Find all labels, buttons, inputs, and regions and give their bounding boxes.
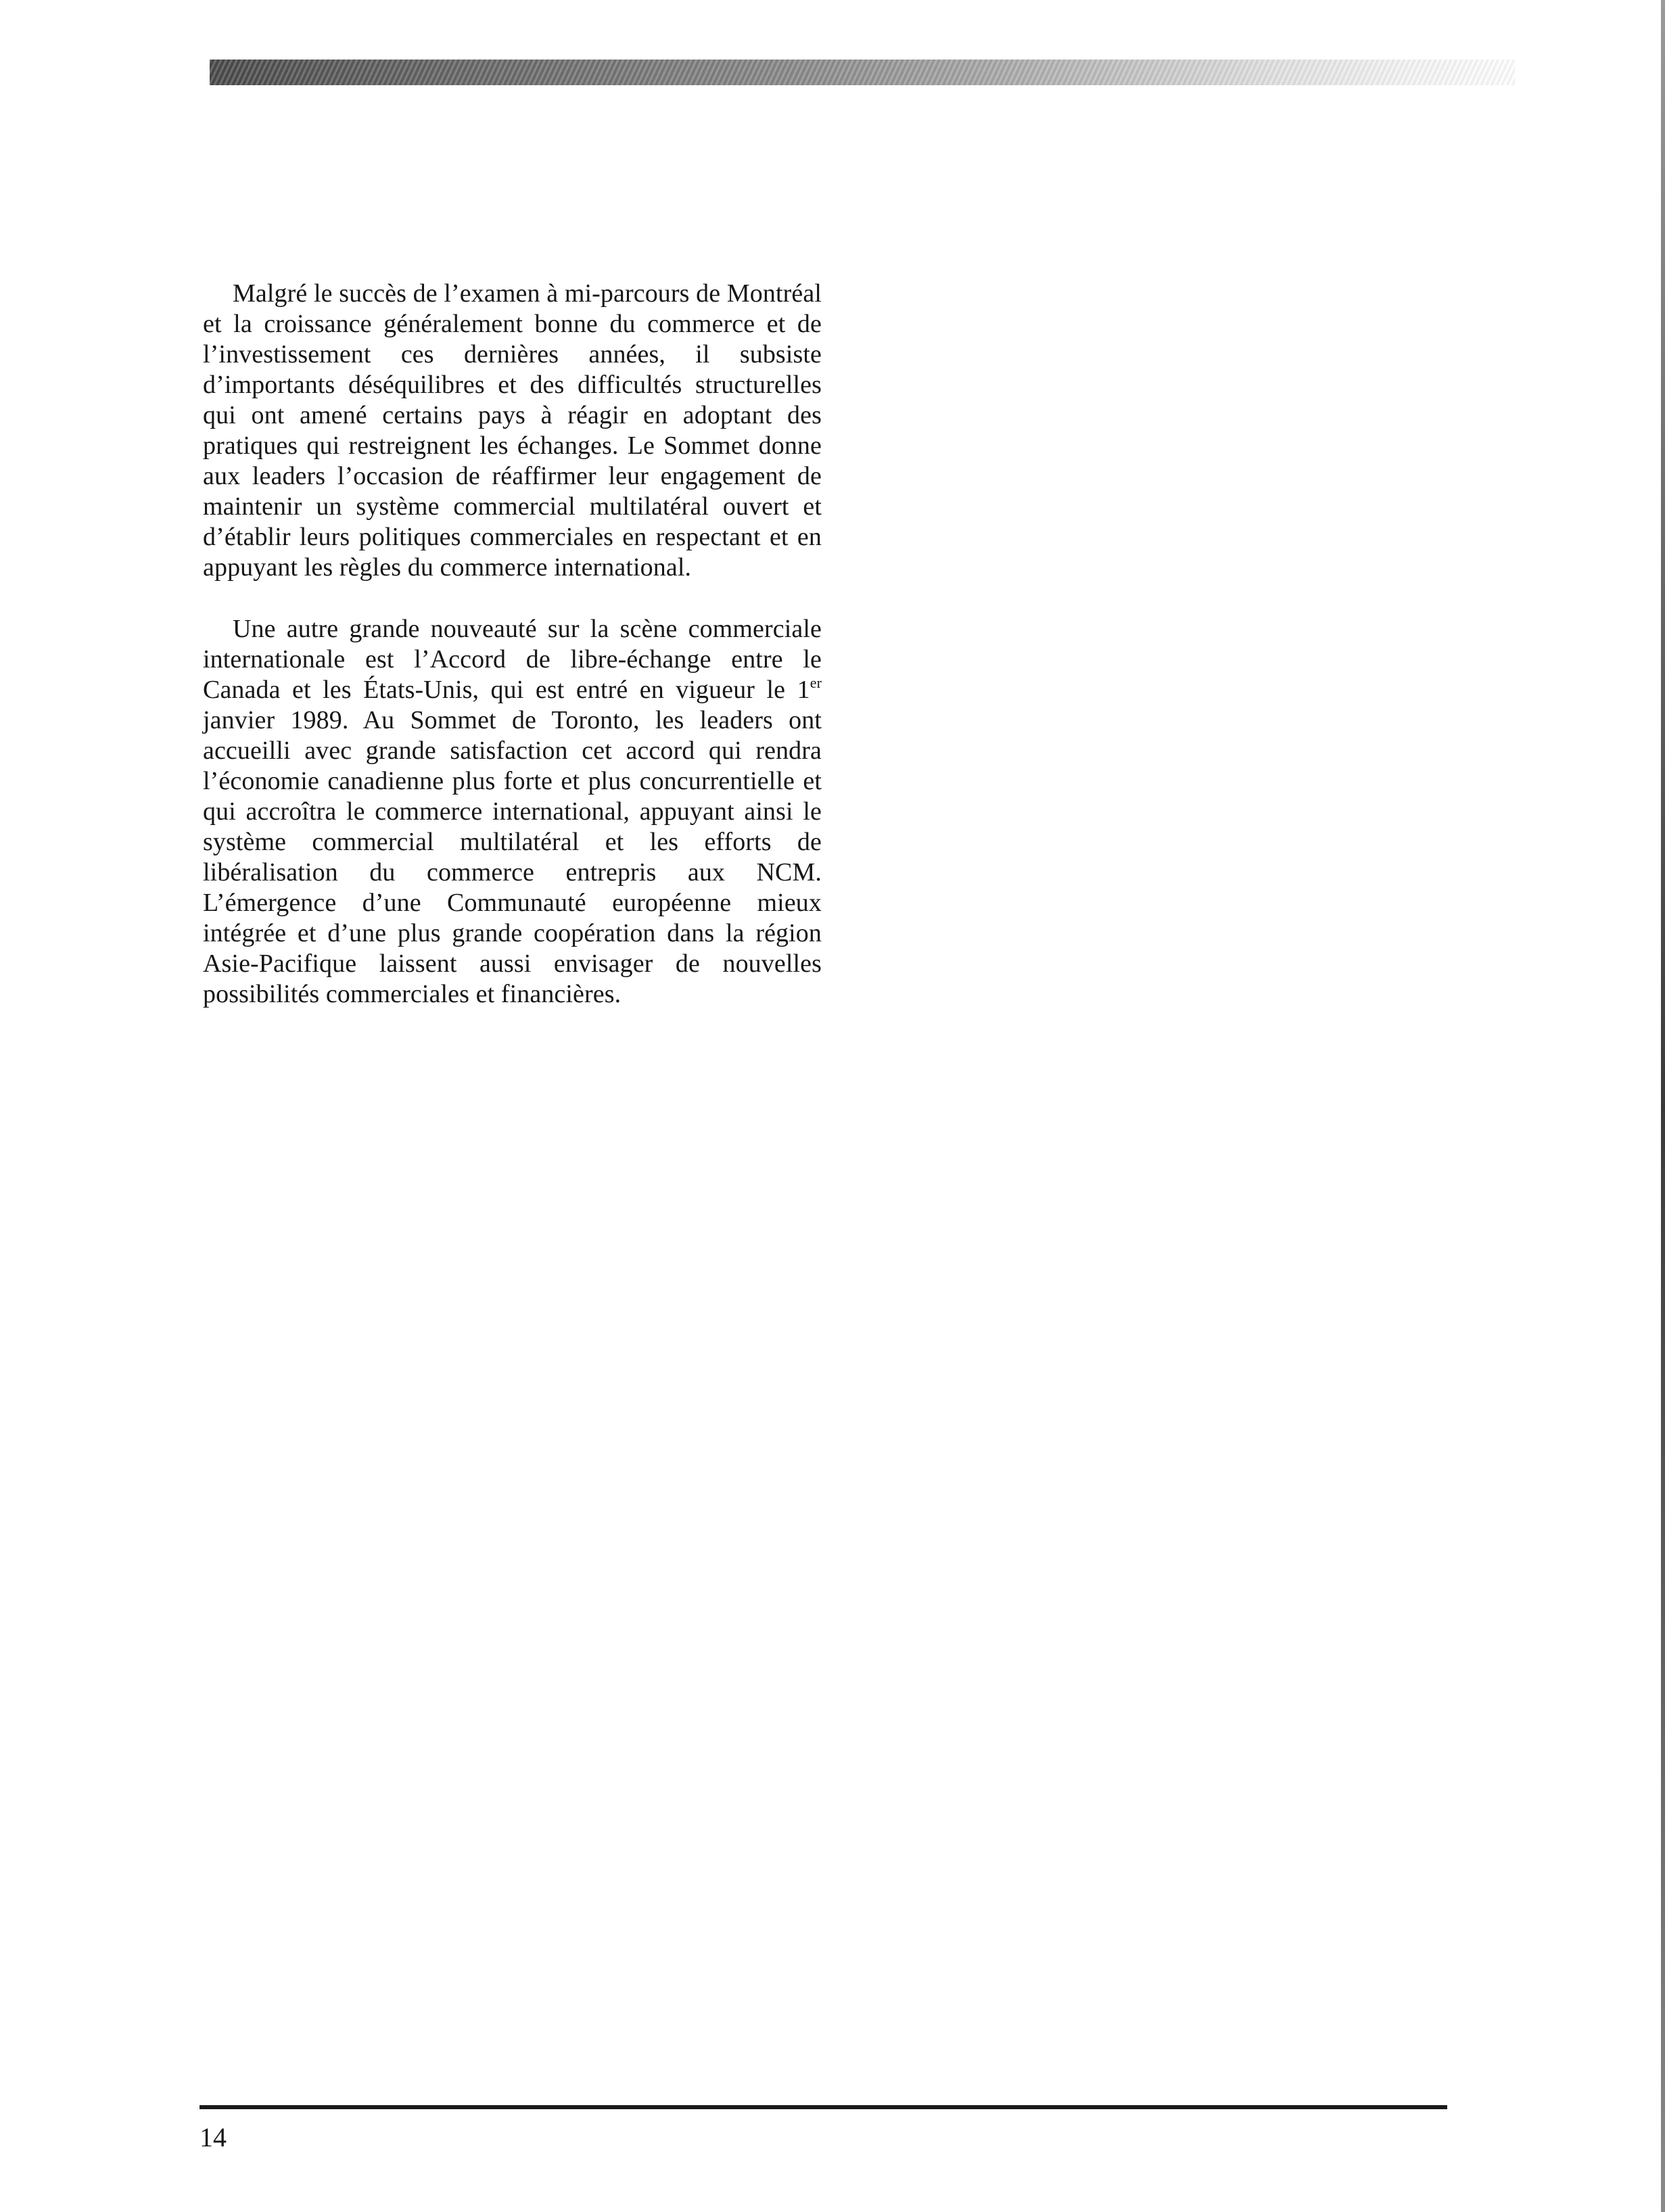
paragraph <box>203 279 822 583</box>
superscript: er <box>810 674 822 691</box>
footer-rule <box>200 2105 1447 2109</box>
paragraph-text: Malgré le succès de l’examen à mi-parcours de Montréal et la croissance généralement bonne du commerce et de l’investissement ces dernières années, il subsiste d’importants déséquilibres et des difficultés structurelles qui ont amené certains pays à réagir en adoptant des pratiques qui restreignent les échanges. Le Sommet donne aux leaders l’occasion de réaffirmer leur engagement de maintenir un système commercial multilatéral ouvert et d’établir leurs politiques commerciales en respectant et en appuyant les règles du commerce international. <box>203 279 822 582</box>
paragraph-text: janvier 1989. Au Sommet de Toronto, les leaders ont accueilli avec grande satisfaction cet accord qui rendra l’économie canadienne plus forte et plus concurrentielle et qui accroîtra le commerce international, appuyant ainsi le système commercial multilatéral et les efforts de libéralisation du commerce entrepris aux NCM. L’émergence d’une Communauté européenne mieux intégrée et d’une plus grande coopération dans la région Asie-Pacifique laissent aussi envisager de nouvelles possibilités commerciales et financières. <box>203 706 822 1008</box>
body-text-column <box>203 279 822 1041</box>
paragraph <box>203 614 822 1010</box>
scan-edge-border <box>1661 0 1665 2212</box>
paragraph-text: Une autre grande nouveauté sur la scène commerciale internationale est l’Accord de libre-échange entre le Canada et les États-Unis, qui est entré en vigueur le 1 <box>203 615 822 704</box>
page-number: 14 <box>200 2122 227 2152</box>
header-decorative-bar <box>210 60 1515 85</box>
